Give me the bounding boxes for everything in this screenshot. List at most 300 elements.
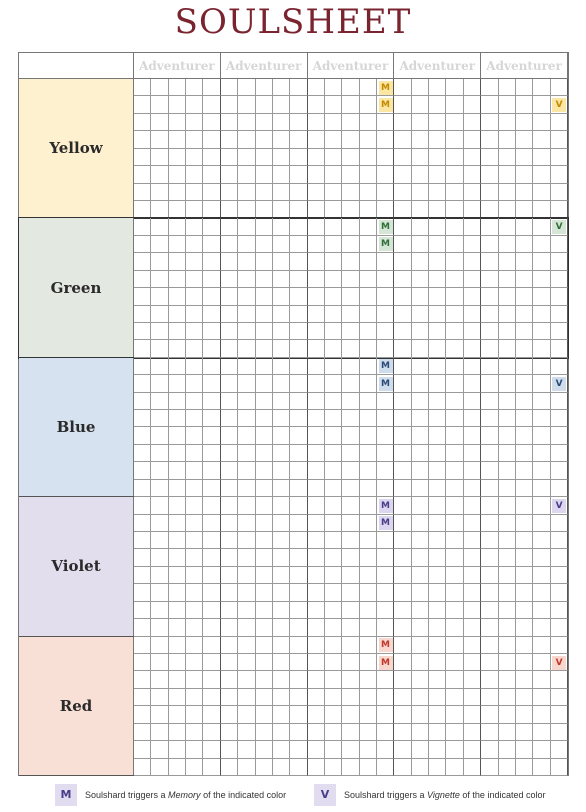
tally-cell[interactable] bbox=[203, 358, 220, 375]
tally-cell[interactable] bbox=[186, 306, 203, 323]
tally-cell[interactable] bbox=[481, 427, 498, 444]
tally-cell[interactable] bbox=[221, 515, 238, 532]
tally-cell[interactable] bbox=[360, 619, 377, 636]
tally-cell[interactable] bbox=[290, 358, 307, 375]
tally-cell[interactable] bbox=[134, 619, 151, 636]
tally-cell[interactable] bbox=[446, 306, 463, 323]
tally-cell[interactable] bbox=[273, 393, 290, 410]
tally-cell[interactable] bbox=[203, 79, 220, 96]
tally-cell[interactable] bbox=[342, 637, 359, 654]
tally-cell[interactable] bbox=[464, 515, 481, 532]
tally-cell[interactable] bbox=[481, 741, 498, 758]
tally-cell[interactable] bbox=[516, 79, 533, 96]
tally-cell[interactable] bbox=[499, 166, 516, 183]
tally-cell[interactable] bbox=[256, 445, 273, 462]
tally-cell[interactable] bbox=[290, 79, 307, 96]
tally-cell[interactable] bbox=[464, 218, 481, 235]
tally-cell[interactable] bbox=[499, 340, 516, 357]
tally-cell[interactable] bbox=[516, 602, 533, 619]
tally-cell[interactable] bbox=[342, 724, 359, 741]
tally-cell[interactable] bbox=[273, 166, 290, 183]
tally-cell[interactable] bbox=[481, 96, 498, 113]
tally-cell[interactable] bbox=[516, 427, 533, 444]
tally-cell[interactable] bbox=[533, 114, 550, 131]
tally-cell[interactable] bbox=[290, 445, 307, 462]
tally-cell[interactable] bbox=[151, 567, 168, 584]
tally-cell[interactable] bbox=[377, 602, 394, 619]
tally-cell[interactable] bbox=[394, 375, 411, 392]
tally-cell[interactable] bbox=[516, 131, 533, 148]
tally-cell[interactable] bbox=[499, 584, 516, 601]
tally-cell[interactable] bbox=[273, 549, 290, 566]
tally-cell[interactable] bbox=[342, 340, 359, 357]
tally-cell[interactable] bbox=[499, 96, 516, 113]
tally-cell[interactable] bbox=[429, 306, 446, 323]
tally-cell[interactable] bbox=[273, 218, 290, 235]
tally-cell[interactable] bbox=[325, 759, 342, 776]
tally-cell[interactable] bbox=[412, 759, 429, 776]
tally-cell[interactable] bbox=[464, 393, 481, 410]
tally-cell[interactable] bbox=[308, 166, 325, 183]
tally-cell[interactable] bbox=[238, 619, 255, 636]
tally-cell[interactable] bbox=[325, 532, 342, 549]
tally-cell[interactable] bbox=[551, 114, 568, 131]
tally-cell[interactable] bbox=[151, 358, 168, 375]
tally-cell[interactable] bbox=[186, 549, 203, 566]
tally-cell[interactable] bbox=[516, 358, 533, 375]
tally-cell[interactable] bbox=[290, 602, 307, 619]
tally-cell[interactable] bbox=[151, 532, 168, 549]
tally-cell[interactable] bbox=[273, 706, 290, 723]
tally-cell[interactable] bbox=[499, 393, 516, 410]
tally-cell[interactable] bbox=[186, 114, 203, 131]
tally-cell[interactable] bbox=[238, 218, 255, 235]
tally-cell[interactable] bbox=[203, 184, 220, 201]
tally-cell[interactable] bbox=[203, 218, 220, 235]
tally-cell[interactable] bbox=[308, 567, 325, 584]
tally-cell[interactable] bbox=[342, 584, 359, 601]
tally-cell[interactable] bbox=[429, 271, 446, 288]
tally-cell[interactable] bbox=[499, 149, 516, 166]
tally-cell[interactable] bbox=[221, 288, 238, 305]
tally-cell[interactable] bbox=[203, 393, 220, 410]
tally-cell[interactable] bbox=[308, 306, 325, 323]
tally-cell[interactable] bbox=[533, 515, 550, 532]
tally-cell[interactable] bbox=[481, 323, 498, 340]
tally-cell[interactable] bbox=[238, 288, 255, 305]
tally-cell[interactable] bbox=[533, 201, 550, 218]
tally-cell[interactable] bbox=[446, 515, 463, 532]
tally-cell[interactable] bbox=[238, 602, 255, 619]
tally-cell[interactable] bbox=[256, 166, 273, 183]
tally-cell[interactable] bbox=[186, 567, 203, 584]
tally-cell[interactable] bbox=[256, 515, 273, 532]
tally-cell[interactable] bbox=[151, 497, 168, 514]
tally-cell[interactable] bbox=[551, 410, 568, 427]
tally-cell[interactable] bbox=[446, 689, 463, 706]
tally-cell[interactable] bbox=[516, 619, 533, 636]
tally-cell[interactable] bbox=[151, 149, 168, 166]
tally-cell[interactable] bbox=[551, 323, 568, 340]
tally-cell[interactable] bbox=[134, 253, 151, 270]
tally-cell[interactable] bbox=[533, 706, 550, 723]
tally-cell[interactable] bbox=[169, 96, 186, 113]
tally-cell[interactable] bbox=[412, 306, 429, 323]
tally-cell[interactable] bbox=[325, 271, 342, 288]
tally-cell[interactable] bbox=[256, 288, 273, 305]
tally-cell[interactable] bbox=[464, 532, 481, 549]
tally-cell[interactable] bbox=[325, 218, 342, 235]
tally-cell[interactable] bbox=[429, 741, 446, 758]
tally-cell[interactable] bbox=[533, 724, 550, 741]
tally-cell[interactable] bbox=[551, 532, 568, 549]
tally-cell[interactable] bbox=[481, 637, 498, 654]
tally-cell[interactable] bbox=[516, 706, 533, 723]
tally-cell[interactable] bbox=[169, 323, 186, 340]
tally-cell[interactable] bbox=[169, 358, 186, 375]
tally-cell[interactable] bbox=[464, 149, 481, 166]
tally-cell[interactable] bbox=[342, 306, 359, 323]
tally-cell[interactable] bbox=[273, 306, 290, 323]
tally-cell[interactable] bbox=[169, 236, 186, 253]
tally-cell[interactable] bbox=[499, 671, 516, 688]
tally-cell[interactable] bbox=[169, 706, 186, 723]
tally-cell[interactable] bbox=[394, 480, 411, 497]
tally-cell[interactable] bbox=[516, 689, 533, 706]
tally-cell[interactable] bbox=[516, 462, 533, 479]
tally-cell[interactable] bbox=[308, 462, 325, 479]
tally-cell[interactable] bbox=[429, 549, 446, 566]
tally-cell[interactable] bbox=[499, 358, 516, 375]
tally-cell[interactable] bbox=[203, 480, 220, 497]
tally-cell[interactable] bbox=[151, 306, 168, 323]
tally-cell[interactable] bbox=[516, 253, 533, 270]
tally-cell[interactable] bbox=[134, 236, 151, 253]
tally-cell[interactable] bbox=[238, 184, 255, 201]
tally-cell[interactable] bbox=[429, 654, 446, 671]
tally-cell[interactable] bbox=[290, 201, 307, 218]
tally-cell[interactable] bbox=[221, 96, 238, 113]
tally-cell[interactable] bbox=[151, 515, 168, 532]
tally-cell[interactable] bbox=[238, 671, 255, 688]
tally-cell[interactable] bbox=[464, 358, 481, 375]
tally-cell[interactable] bbox=[377, 549, 394, 566]
tally-cell[interactable] bbox=[134, 149, 151, 166]
tally-cell[interactable] bbox=[273, 584, 290, 601]
tally-cell[interactable] bbox=[169, 393, 186, 410]
tally-cell[interactable] bbox=[221, 480, 238, 497]
tally-cell[interactable] bbox=[394, 462, 411, 479]
tally-cell[interactable] bbox=[533, 427, 550, 444]
tally-cell[interactable] bbox=[256, 236, 273, 253]
tally-cell[interactable] bbox=[394, 515, 411, 532]
tally-cell[interactable] bbox=[169, 497, 186, 514]
tally-cell[interactable] bbox=[360, 584, 377, 601]
tally-cell[interactable] bbox=[221, 340, 238, 357]
tally-cell[interactable] bbox=[134, 671, 151, 688]
tally-cell[interactable] bbox=[446, 271, 463, 288]
tally-cell[interactable] bbox=[481, 149, 498, 166]
tally-cell[interactable] bbox=[429, 671, 446, 688]
tally-cell[interactable] bbox=[186, 706, 203, 723]
tally-cell[interactable] bbox=[151, 759, 168, 776]
tally-cell[interactable] bbox=[238, 427, 255, 444]
tally-cell[interactable] bbox=[169, 445, 186, 462]
tally-cell[interactable] bbox=[308, 759, 325, 776]
tally-cell[interactable] bbox=[221, 462, 238, 479]
tally-cell[interactable] bbox=[551, 79, 568, 96]
tally-cell[interactable] bbox=[203, 532, 220, 549]
tally-cell[interactable] bbox=[273, 619, 290, 636]
tally-cell[interactable] bbox=[481, 584, 498, 601]
tally-cell[interactable] bbox=[290, 706, 307, 723]
tally-cell[interactable] bbox=[377, 619, 394, 636]
tally-cell[interactable] bbox=[273, 654, 290, 671]
tally-cell[interactable] bbox=[499, 236, 516, 253]
tally-cell[interactable] bbox=[394, 166, 411, 183]
tally-cell[interactable] bbox=[360, 271, 377, 288]
tally-cell[interactable] bbox=[464, 584, 481, 601]
tally-cell[interactable] bbox=[290, 515, 307, 532]
tally-cell[interactable] bbox=[308, 410, 325, 427]
tally-cell[interactable] bbox=[446, 393, 463, 410]
tally-cell[interactable] bbox=[256, 149, 273, 166]
tally-cell[interactable] bbox=[151, 706, 168, 723]
tally-cell[interactable] bbox=[481, 166, 498, 183]
tally-cell[interactable] bbox=[412, 515, 429, 532]
tally-cell[interactable] bbox=[256, 131, 273, 148]
tally-cell[interactable] bbox=[551, 393, 568, 410]
tally-cell[interactable] bbox=[481, 602, 498, 619]
tally-cell[interactable] bbox=[308, 480, 325, 497]
tally-cell[interactable] bbox=[342, 619, 359, 636]
tally-cell[interactable] bbox=[377, 323, 394, 340]
tally-cell[interactable] bbox=[342, 567, 359, 584]
tally-cell[interactable] bbox=[325, 637, 342, 654]
tally-cell[interactable] bbox=[360, 323, 377, 340]
tally-cell[interactable] bbox=[256, 410, 273, 427]
tally-cell[interactable] bbox=[394, 253, 411, 270]
tally-cell[interactable] bbox=[186, 515, 203, 532]
tally-cell[interactable] bbox=[169, 149, 186, 166]
tally-cell[interactable] bbox=[238, 549, 255, 566]
tally-cell[interactable] bbox=[394, 131, 411, 148]
tally-cell[interactable] bbox=[151, 340, 168, 357]
tally-cell[interactable] bbox=[308, 184, 325, 201]
tally-cell[interactable] bbox=[203, 288, 220, 305]
tally-cell[interactable] bbox=[151, 253, 168, 270]
tally-cell[interactable] bbox=[429, 358, 446, 375]
tally-cell[interactable] bbox=[256, 689, 273, 706]
tally-cell[interactable] bbox=[203, 462, 220, 479]
tally-cell[interactable] bbox=[499, 410, 516, 427]
tally-cell[interactable] bbox=[238, 358, 255, 375]
tally-cell[interactable] bbox=[290, 584, 307, 601]
tally-cell[interactable] bbox=[325, 96, 342, 113]
tally-cell[interactable] bbox=[412, 427, 429, 444]
tally-cell[interactable] bbox=[203, 584, 220, 601]
tally-cell[interactable] bbox=[325, 149, 342, 166]
tally-cell[interactable] bbox=[186, 358, 203, 375]
tally-cell[interactable] bbox=[290, 393, 307, 410]
tally-cell[interactable] bbox=[203, 410, 220, 427]
tally-cell[interactable] bbox=[516, 340, 533, 357]
tally-cell[interactable] bbox=[308, 323, 325, 340]
tally-cell[interactable] bbox=[394, 201, 411, 218]
tally-cell[interactable] bbox=[394, 288, 411, 305]
tally-cell[interactable] bbox=[169, 410, 186, 427]
tally-cell[interactable] bbox=[464, 271, 481, 288]
tally-cell[interactable] bbox=[221, 271, 238, 288]
tally-cell[interactable] bbox=[481, 271, 498, 288]
tally-cell[interactable] bbox=[221, 166, 238, 183]
tally-cell[interactable] bbox=[481, 306, 498, 323]
tally-cell[interactable] bbox=[551, 201, 568, 218]
tally-cell[interactable] bbox=[377, 184, 394, 201]
tally-cell[interactable] bbox=[360, 724, 377, 741]
tally-cell[interactable] bbox=[446, 532, 463, 549]
tally-cell[interactable] bbox=[360, 306, 377, 323]
tally-cell[interactable] bbox=[273, 236, 290, 253]
tally-cell[interactable] bbox=[533, 480, 550, 497]
tally-cell[interactable] bbox=[342, 271, 359, 288]
tally-cell[interactable] bbox=[516, 497, 533, 514]
tally-cell[interactable] bbox=[360, 671, 377, 688]
tally-cell[interactable] bbox=[134, 375, 151, 392]
tally-cell[interactable] bbox=[481, 218, 498, 235]
tally-cell[interactable] bbox=[516, 236, 533, 253]
tally-cell[interactable] bbox=[308, 741, 325, 758]
tally-cell[interactable] bbox=[394, 637, 411, 654]
tally-cell[interactable] bbox=[481, 131, 498, 148]
tally-cell[interactable] bbox=[290, 271, 307, 288]
tally-cell[interactable] bbox=[290, 741, 307, 758]
tally-cell[interactable] bbox=[412, 96, 429, 113]
tally-cell[interactable] bbox=[221, 759, 238, 776]
tally-cell[interactable] bbox=[429, 201, 446, 218]
tally-cell[interactable] bbox=[238, 759, 255, 776]
tally-cell[interactable] bbox=[412, 166, 429, 183]
tally-cell[interactable] bbox=[273, 567, 290, 584]
tally-cell[interactable] bbox=[203, 131, 220, 148]
tally-cell[interactable] bbox=[516, 671, 533, 688]
tally-cell[interactable] bbox=[273, 358, 290, 375]
tally-cell[interactable] bbox=[273, 271, 290, 288]
tally-cell[interactable] bbox=[516, 549, 533, 566]
tally-cell[interactable] bbox=[325, 724, 342, 741]
tally-cell[interactable] bbox=[151, 462, 168, 479]
tally-cell[interactable] bbox=[221, 131, 238, 148]
tally-cell[interactable] bbox=[464, 306, 481, 323]
tally-cell[interactable] bbox=[551, 567, 568, 584]
tally-cell[interactable] bbox=[551, 236, 568, 253]
tally-cell[interactable] bbox=[446, 445, 463, 462]
tally-cell[interactable] bbox=[394, 706, 411, 723]
tally-cell[interactable] bbox=[169, 567, 186, 584]
tally-cell[interactable] bbox=[256, 427, 273, 444]
tally-cell[interactable] bbox=[377, 288, 394, 305]
tally-cell[interactable] bbox=[221, 375, 238, 392]
tally-cell[interactable] bbox=[238, 149, 255, 166]
tally-cell[interactable] bbox=[203, 654, 220, 671]
tally-cell[interactable] bbox=[481, 445, 498, 462]
tally-cell[interactable] bbox=[446, 166, 463, 183]
tally-cell[interactable] bbox=[342, 96, 359, 113]
tally-cell[interactable] bbox=[325, 201, 342, 218]
tally-cell[interactable] bbox=[360, 602, 377, 619]
tally-cell[interactable] bbox=[169, 131, 186, 148]
tally-cell[interactable] bbox=[221, 149, 238, 166]
tally-cell[interactable] bbox=[169, 532, 186, 549]
tally-cell[interactable] bbox=[446, 671, 463, 688]
tally-cell[interactable] bbox=[499, 306, 516, 323]
tally-cell[interactable] bbox=[325, 671, 342, 688]
tally-cell[interactable] bbox=[256, 549, 273, 566]
tally-cell[interactable] bbox=[499, 218, 516, 235]
tally-cell[interactable] bbox=[186, 497, 203, 514]
tally-cell[interactable] bbox=[290, 410, 307, 427]
tally-cell[interactable] bbox=[290, 96, 307, 113]
tally-cell[interactable] bbox=[169, 689, 186, 706]
tally-cell[interactable] bbox=[169, 201, 186, 218]
tally-cell[interactable] bbox=[481, 689, 498, 706]
tally-cell[interactable] bbox=[360, 410, 377, 427]
tally-cell[interactable] bbox=[412, 445, 429, 462]
tally-cell[interactable] bbox=[221, 410, 238, 427]
tally-cell[interactable] bbox=[377, 271, 394, 288]
tally-cell[interactable] bbox=[394, 96, 411, 113]
tally-cell[interactable] bbox=[412, 619, 429, 636]
tally-cell[interactable] bbox=[221, 201, 238, 218]
tally-cell[interactable] bbox=[308, 340, 325, 357]
tally-cell[interactable] bbox=[273, 602, 290, 619]
tally-cell[interactable] bbox=[377, 480, 394, 497]
tally-cell[interactable] bbox=[186, 393, 203, 410]
tally-cell[interactable] bbox=[516, 184, 533, 201]
tally-cell[interactable] bbox=[412, 149, 429, 166]
tally-cell[interactable] bbox=[412, 288, 429, 305]
tally-cell[interactable] bbox=[429, 462, 446, 479]
tally-cell[interactable] bbox=[551, 584, 568, 601]
tally-cell[interactable] bbox=[151, 184, 168, 201]
tally-cell[interactable] bbox=[533, 410, 550, 427]
tally-cell[interactable] bbox=[342, 741, 359, 758]
tally-cell[interactable] bbox=[169, 602, 186, 619]
tally-cell[interactable] bbox=[464, 201, 481, 218]
tally-cell[interactable] bbox=[360, 689, 377, 706]
tally-cell[interactable] bbox=[446, 375, 463, 392]
tally-cell[interactable] bbox=[342, 532, 359, 549]
tally-cell[interactable] bbox=[186, 131, 203, 148]
tally-cell[interactable] bbox=[412, 497, 429, 514]
tally-cell[interactable] bbox=[221, 323, 238, 340]
tally-cell[interactable] bbox=[481, 619, 498, 636]
tally-cell[interactable] bbox=[481, 549, 498, 566]
tally-cell[interactable] bbox=[238, 114, 255, 131]
tally-cell[interactable] bbox=[308, 288, 325, 305]
tally-cell[interactable] bbox=[238, 706, 255, 723]
tally-cell[interactable] bbox=[533, 741, 550, 758]
tally-cell[interactable] bbox=[499, 375, 516, 392]
tally-cell[interactable] bbox=[377, 462, 394, 479]
tally-cell[interactable] bbox=[499, 184, 516, 201]
tally-cell[interactable] bbox=[394, 114, 411, 131]
tally-cell[interactable] bbox=[238, 323, 255, 340]
tally-cell[interactable] bbox=[221, 654, 238, 671]
tally-cell[interactable] bbox=[360, 96, 377, 113]
tally-cell[interactable] bbox=[342, 427, 359, 444]
tally-cell[interactable] bbox=[134, 602, 151, 619]
